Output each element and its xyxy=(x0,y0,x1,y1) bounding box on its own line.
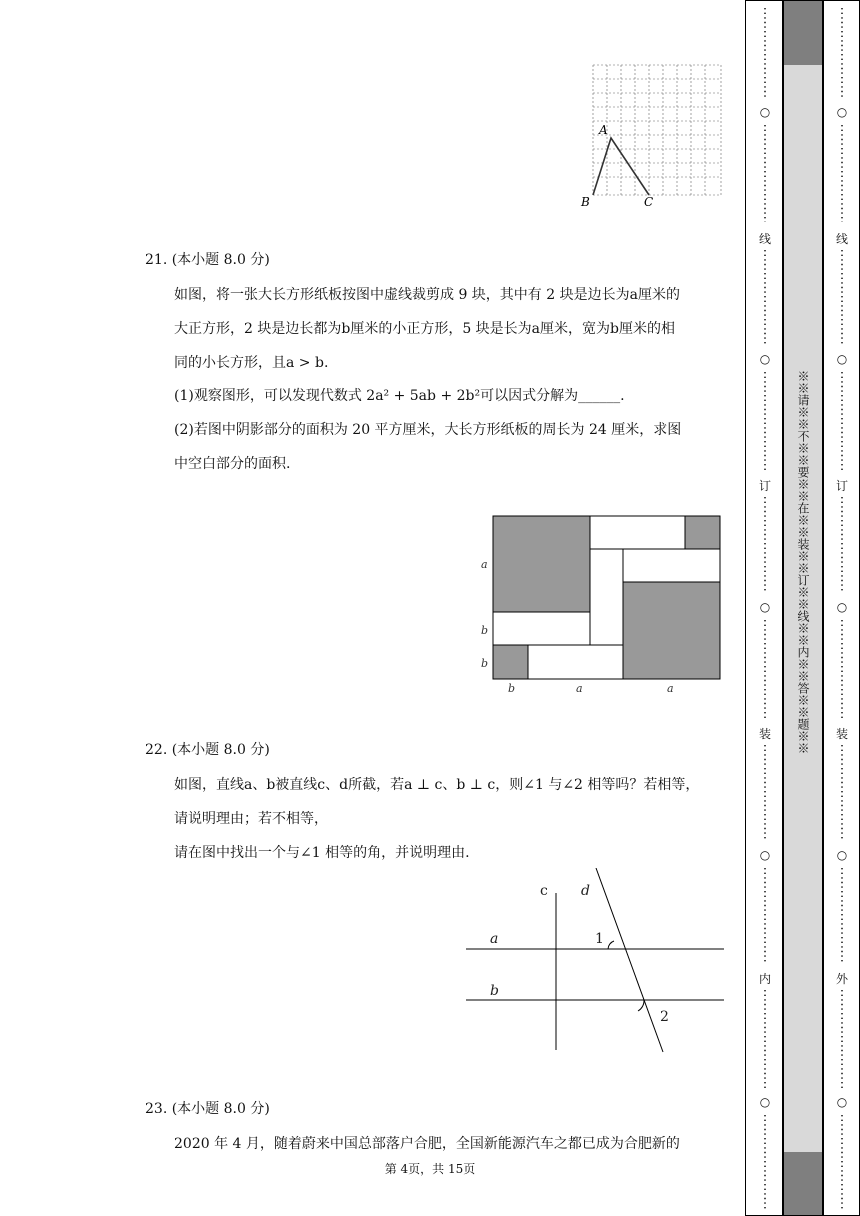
outer-circle-1: ○ xyxy=(836,105,848,119)
label-B: B xyxy=(581,195,590,209)
q21-rectangle-figure xyxy=(475,510,730,700)
angle-2-label: 2 xyxy=(660,1009,669,1025)
inner-word-zhuang: 装 xyxy=(758,727,771,741)
inner-word-nei: 内 xyxy=(758,972,771,986)
q21-heading: 21. (本小题 8.0 分) xyxy=(145,252,270,268)
inner-circle-1: ○ xyxy=(759,105,771,119)
q21-line-1: 如图，将一张大长方形纸板按图中虚线裁剪成 9 块，其中有 2 块是边长为a厘米的 xyxy=(174,287,680,303)
q21-line-3: 同的小长方形，且a > b. xyxy=(174,355,329,371)
q23-heading: 23. (本小题 8.0 分) xyxy=(145,1101,270,1117)
label-left-a: a xyxy=(481,558,488,571)
q22-line-2: 请说明理由；若不相等， xyxy=(174,811,328,827)
q20-grid-figure xyxy=(578,60,728,215)
inner-circle-4: ○ xyxy=(759,848,771,862)
outer-circle-5: ○ xyxy=(836,1095,848,1109)
q21-line-2: 大正方形，2 块是边长都为b厘米的小正方形，5 块是长为a厘米，宽为b厘米的相 xyxy=(174,321,675,337)
q21-line-4: (1)观察图形，可以发现代数式 2a² + 5ab + 2b²可以因式分解为______. xyxy=(174,388,625,404)
inner-circle-5: ○ xyxy=(759,1095,771,1109)
binding-warning-text: ※※请※※不※※要※※在※※装※※订※※线※※内※※答※※题※※ xyxy=(796,370,810,754)
label-left-b1: b xyxy=(481,624,489,637)
q22-line-1: 如图，直线a、b被直线c、d所截，若a ⊥ c、b ⊥ c，则∠1 与∠2 相等吗？若相等， xyxy=(174,777,700,793)
inner-circle-2: ○ xyxy=(759,352,771,366)
label-bottom-a2: a xyxy=(667,682,674,695)
outer-word-xian: 线 xyxy=(835,232,848,246)
outer-circle-4: ○ xyxy=(836,848,848,862)
outer-circle-3: ○ xyxy=(836,600,848,614)
label-d: d xyxy=(581,883,590,899)
q22-lines-figure xyxy=(462,868,727,1058)
q22-heading: 22. (本小题 8.0 分) xyxy=(145,742,270,758)
q23-line-1: 2020 年 4 月，随着蔚来中国总部落户合肥，全国新能源汽车之都已成为合肥新的 xyxy=(174,1136,680,1152)
inner-circle-3: ○ xyxy=(759,600,771,614)
outer-word-ding: 订 xyxy=(835,479,848,493)
q22-line-3: 请在图中找出一个与∠1 相等的角，并说明理由. xyxy=(174,845,470,861)
q21-line-6: 中空白部分的面积. xyxy=(174,456,291,472)
inner-word-xian: 线 xyxy=(758,232,771,246)
label-c: c xyxy=(540,883,548,899)
outer-circle-2: ○ xyxy=(836,352,848,366)
binding-dotted-lines xyxy=(745,0,860,1216)
label-C: C xyxy=(644,195,654,209)
inner-word-ding: 订 xyxy=(758,479,771,493)
label-bottom-a1: a xyxy=(576,682,583,695)
page-footer: 第 4页，共 15页 xyxy=(384,1162,476,1176)
label-bottom-b: b xyxy=(508,682,516,695)
label-left-b2: b xyxy=(481,657,489,670)
outer-word-wai: 外 xyxy=(835,972,848,986)
outer-word-zhuang: 装 xyxy=(835,727,848,741)
label-A: A xyxy=(599,123,608,137)
q21-line-5: (2)若图中阴影部分的面积为 20 平方厘米，大长方形纸板的周长为 24 厘米，求图 xyxy=(174,422,682,438)
label-b: b xyxy=(490,983,499,999)
label-a: a xyxy=(490,931,499,947)
angle-1-label: 1 xyxy=(595,931,604,947)
